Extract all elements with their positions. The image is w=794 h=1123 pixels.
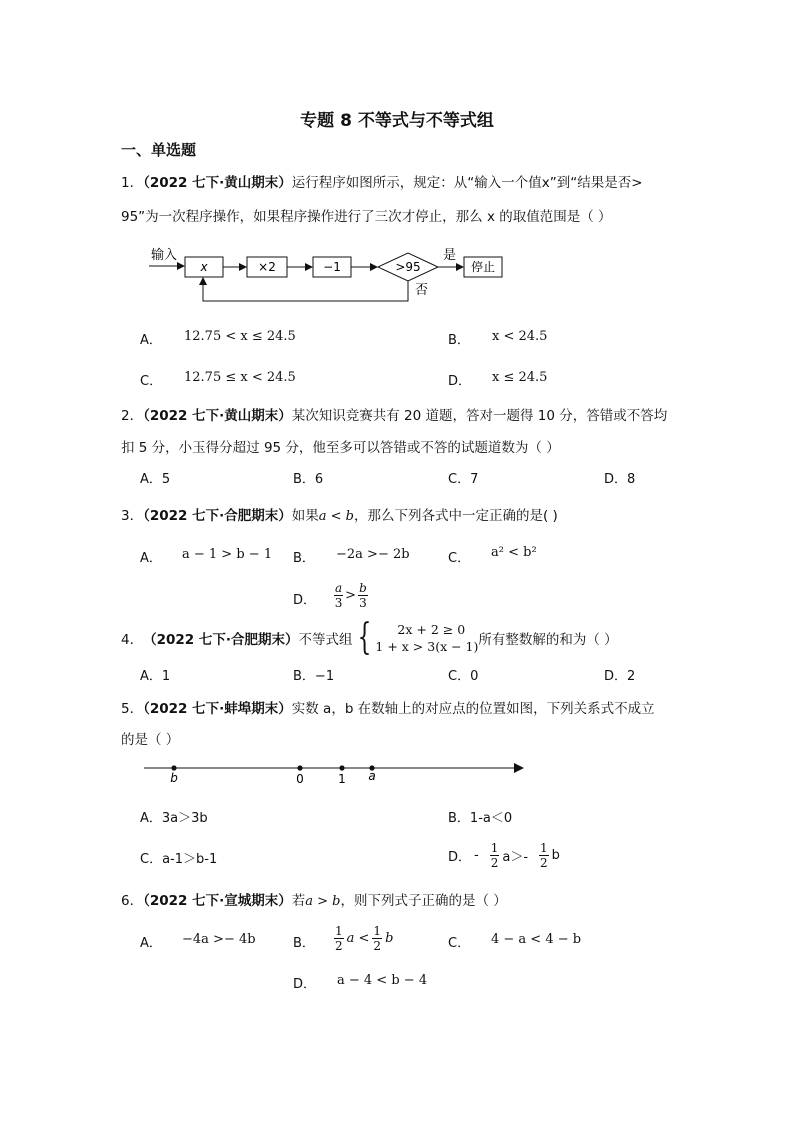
q2-option-c[interactable]: C．7 [448,472,479,487]
q5-option-d[interactable]: D． - $\frac{1}{2}$ a＞- $\frac{1}{2}$ b [448,841,560,870]
q4-option-d[interactable]: D．2 [604,669,636,684]
question-source: （2022 七下·宣城期末） [143,893,292,909]
label-b: b [170,771,178,785]
condition: a < b [318,509,354,524]
q6-option-a[interactable]: A． [140,936,162,951]
q6-option-c[interactable]: C． [448,936,471,951]
question-number: 2． [121,408,144,424]
question-text: 某次知识竞赛共有 20 道题，答对一题得 10 分，答错或不答均 [291,408,668,424]
number-line [140,758,530,788]
point-one [339,765,344,770]
q1-option-c[interactable]: C． [140,374,163,389]
inequality-system: { 2x + 2 ≥ 0 1 + x > 3(x − 1) [357,617,479,658]
point-b [171,765,176,770]
question-6-line-1: 6．（2022 七下·宣城期末）若a > b，则下列式子正确的是（ ） [121,893,507,909]
q3-option-c[interactable]: C． [448,551,471,566]
question-4-line-1: 4． （2022 七下·合肥期末） 不等式组 { 2x + 2 ≥ 0 1 + x > 3(x − 1) 所有整数解的和为（ ） [121,617,618,658]
question-text: 实数 a，b 在数轴上的对应点的位置如图，下列关系式不成立 [291,701,655,717]
question-source: （2022 七下·合肥期末） [143,632,299,648]
flow-box-multiply-label: ×2 [258,260,276,274]
question-number: 5． [121,701,144,717]
question-2-line-1 [121,404,667,424]
q1-option-d-text: x ≤ 24.5 [492,370,548,385]
q2-option-b[interactable]: B．6 [293,472,324,487]
flow-box-subtract-label: −1 [323,260,341,274]
q2-option-a[interactable]: A．5 [140,472,171,487]
q6-option-a-text: −4a >− 4b [182,932,256,947]
flowchart [145,244,505,306]
q6-option-d[interactable]: D． [293,977,317,992]
q4-option-a[interactable]: A．1 [140,669,171,684]
question-number: 6． [121,893,144,909]
q2-option-d[interactable]: D．8 [604,472,636,487]
q1-option-b-text: x < 24.5 [492,329,548,344]
q3-option-a-text: a − 1 > b − 1 [182,547,273,562]
question-source: （2022 七下·蚌埠期末） [143,701,292,717]
q3-option-b[interactable]: B． [293,551,315,566]
label-zero: 0 [296,772,304,786]
q6-option-d-text: a − 4 < b − 4 [337,973,428,988]
q3-option-d[interactable]: D． [293,593,317,608]
flow-no-label: 否 [415,283,429,298]
condition: a > b [305,894,341,909]
question-number: 3． [121,508,144,524]
question-source: （2022 七下·黄山期末） [143,175,292,191]
q3-option-a[interactable]: A． [140,551,162,566]
question-5-line-2: 的是（ ） [121,732,180,748]
q5-option-c[interactable]: C．a-1＞b-1 [140,852,218,867]
flow-yes-label: 是 [443,248,457,263]
label-one: 1 [338,772,346,786]
question-source: （2022 七下·合肥期末） [143,508,292,524]
question-5-line-1 [121,697,655,717]
question-source: （2022 七下·黄山期末） [143,408,292,424]
q5-option-a[interactable]: A．3a＞3b [140,811,208,826]
q3-option-b-text: −2a >− 2b [336,547,410,562]
flow-stop-label: 停止 [470,260,496,274]
page-title: 专题 8 不等式与不等式组 [300,111,494,131]
label-a: a [368,769,376,783]
question-1-line-1 [121,171,643,191]
q1-option-a-text: 12.75 < x ≤ 24.5 [184,329,296,344]
q1-option-b[interactable]: B． [448,333,470,348]
question-number: 1． [121,175,144,191]
flow-input-label: 输入 [151,248,178,263]
question-3-line-1: 3．（2022 七下·合肥期末）如果a < b，那么下列各式中一定正确的是( ) [121,508,558,524]
q3-option-d-expression: $\frac{a}{3}$ > $\frac{b}{3}$ [334,581,367,610]
q4-option-b[interactable]: B．−1 [293,669,335,684]
q1-option-a[interactable]: A． [140,333,162,348]
point-zero [297,765,302,770]
q6-option-b-expression: $\frac{1}{2}$ a < $\frac{1}{2}$ b [335,924,394,953]
q1-option-c-text: 12.75 ≤ x < 24.5 [184,370,296,385]
q4-option-c[interactable]: C．0 [448,669,479,684]
question-number: 4． [121,632,144,648]
q6-option-b[interactable]: B． [293,936,315,951]
q6-option-c-text: 4 − a < 4 − b [491,932,582,947]
q3-option-c-text: a² < b² [491,545,537,560]
question-1-line-2: 95”为一次程序操作，如果程序操作进行了三次才停止，那么 x 的取值范围是（ ） [121,209,612,225]
question-2-line-2: 扣 5 分，小玉得分超过 95 分，他至多可以答错或不答的试题道数为（ ） [121,440,560,456]
q5-option-b[interactable]: B．1-a＜0 [448,811,513,826]
q1-option-d[interactable]: D． [448,374,472,389]
flow-decision-label: >95 [395,260,421,274]
flow-box-x-label: x [200,260,208,274]
question-text: 运行程序如图所示，规定：从“输入一个值x”到“结果是否> [291,175,643,191]
section-heading: 一、单选题 [121,141,197,159]
